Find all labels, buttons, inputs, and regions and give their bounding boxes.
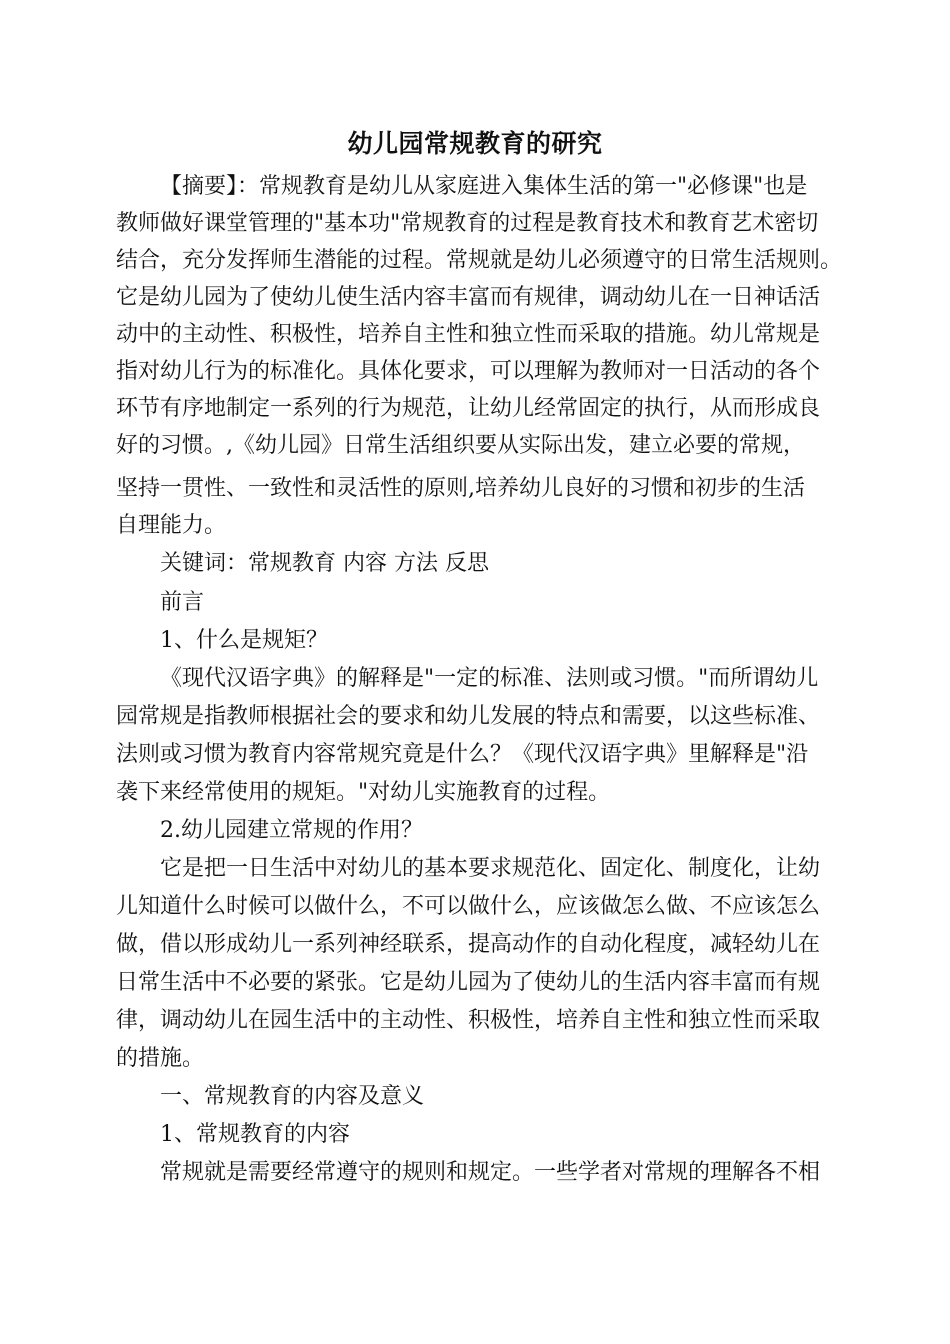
section-heading: 1、常规教育的内容 [160,1122,350,1147]
keywords-line: 关键词：常规教育 内容 方法 反思 [160,551,489,576]
body-line: 动中的主动性、积极性，培养自主性和独立性而采取的措施。幼儿常规是 [116,322,821,347]
body-line: 《现代汉语字典》的解释是"一定的标准、法则或习惯。"而所谓幼儿 [160,666,819,691]
section-heading: 2.幼儿园建立常规的作用？ [160,818,423,843]
section-heading: 一、常规教育的内容及意义 [160,1084,425,1109]
body-line: 袭下来经常使用的规矩。"对幼儿实施教育的过程。 [116,780,611,805]
body-line: 它是幼儿园为了使幼儿使生活内容丰富而有规律，调动幼儿在一日神话活 [116,285,821,310]
body-line: 儿知道什么时候可以做什么，不可以做什么，应该做怎么做、不应该怎么 [116,894,821,919]
body-line: 常规就是需要经常遵守的规则和规定。一些学者对常规的理解各不相 [160,1160,821,1185]
body-line: 结合，充分发挥师生潜能的过程。常规就是幼儿必须遵守的日常生活规则。 [116,248,843,273]
body-line: 做，借以形成幼儿一系列神经联系，提高动作的自动化程度，减轻幼儿在 [116,932,821,957]
body-line: 日常生活中不必要的紧张。它是幼儿园为了使幼儿的生活内容丰富而有规 [116,970,821,995]
body-line: 环节有序地制定一系列的行为规范，让幼儿经常固定的执行，从而形成良 [116,396,821,421]
body-line: 坚持一贯性、一致性和灵活性的原则,培养幼儿良好的习惯和初步的生活 [116,476,805,501]
body-line: 的措施。 [116,1046,205,1071]
section-heading: 前言 [160,590,205,615]
body-line: 好的习惯。,《幼儿园》日常生活组织要从实际出发，建立必要的常规， [116,433,805,458]
body-line: 教师做好课堂管理的"基本功"常规教育的过程是教育技术和教育艺术密切 [116,211,819,236]
body-line: 园常规是指教师根据社会的要求和幼儿发展的特点和需要，以这些标准、 [116,704,821,729]
body-line: 【摘要】：常规教育是幼儿从家庭进入集体生活的第一"必修课"也是 [160,174,808,199]
body-line: 自理能力。 [116,513,227,538]
body-line: 法则或习惯为教育内容常规究竟是什么？《现代汉语字典》里解释是"沿 [116,742,809,767]
body-line: 指对幼儿行为的标准化。具体化要求，可以理解为教师对一日活动的各个 [116,359,821,384]
document-title: 幼儿园常规教育的研究 [347,129,603,158]
section-heading: 1、什么是规矩？ [160,628,328,653]
body-line: 律，调动幼儿在园生活中的主动性、积极性，培养自主性和独立性而采取 [116,1008,821,1033]
body-line: 它是把一日生活中对幼儿的基本要求规范化、固定化、制度化，让幼 [160,856,821,881]
